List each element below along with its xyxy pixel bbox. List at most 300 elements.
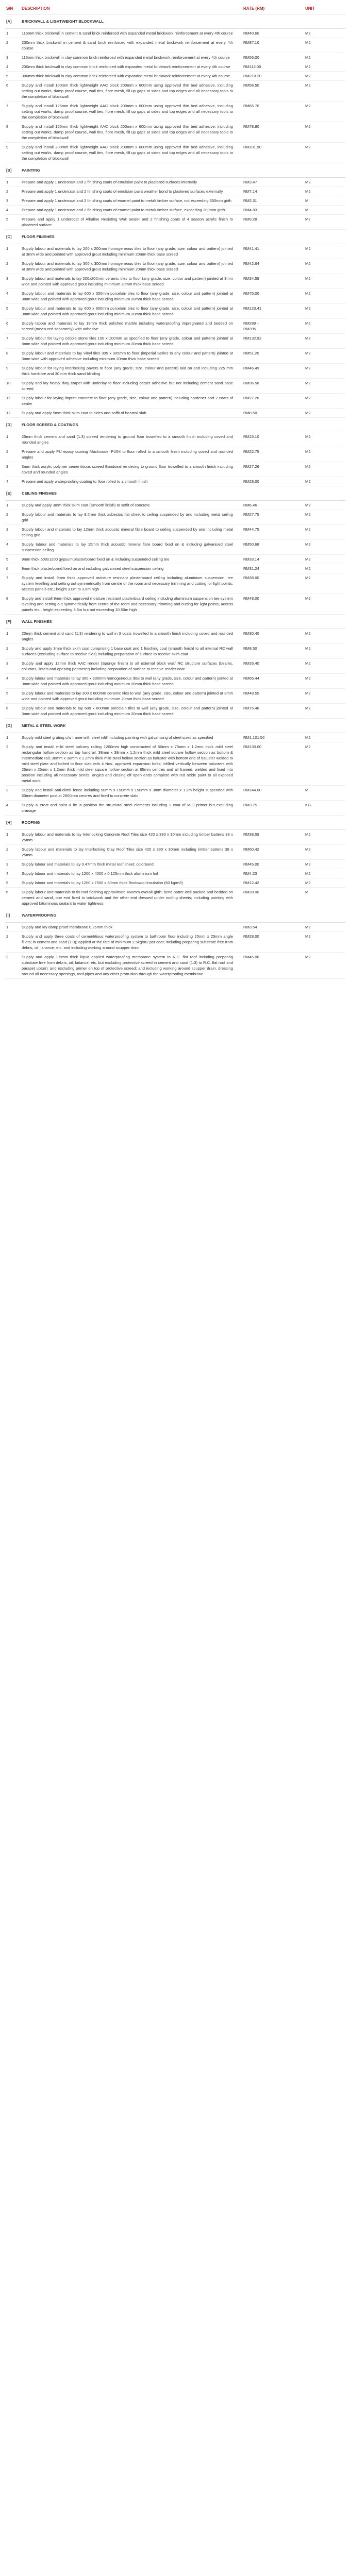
item-rate: RM130.00 <box>242 742 304 786</box>
item-number: 2 <box>5 447 21 462</box>
table-row <box>5 564 345 573</box>
item-rate: RM60.42 <box>242 845 304 860</box>
table-row <box>5 187 345 196</box>
item-number: 2 <box>5 742 21 786</box>
item-number: 5 <box>5 689 21 704</box>
item-rate: RM1,101.56 <box>242 733 304 742</box>
item-rate: RM28.00 <box>242 888 304 908</box>
item-unit: M2 <box>304 564 345 573</box>
item-description: 230mm thick brickwall in cement & sand brick reinforced with expanded metal brickwork reinforcement at every 4th course <box>21 38 242 53</box>
item-rate: RM27.75 <box>242 510 304 525</box>
item-description: 115mm thick brickwall in cement & sand brick reinforced with expanded metal brickwork reinforcement at every 4th course <box>21 29 242 38</box>
section-id: [G] <box>5 719 21 733</box>
item-rate: RM38.00 <box>242 573 304 594</box>
item-description: Prepare and apply 1 undercoat and 2 finishing coats of emulsion paint weather bond to plastered surfaces externally <box>21 187 242 196</box>
item-rate: RM48.00 <box>242 594 304 615</box>
table-row <box>5 38 345 53</box>
table-row <box>5 742 345 786</box>
table-row <box>5 447 345 462</box>
table-row <box>5 501 345 510</box>
item-number: 10 <box>5 379 21 394</box>
section-title: METAL & STEEL WORK <box>21 719 345 733</box>
item-description: Prepare and apply 1 undercoat and 2 finishing coats of enamel paint to metal/ timber surface, exceeding 300mm girth <box>21 206 242 215</box>
item-description: Supply and apply 5mm thick skim coat to sides and soffit of beams/ slab <box>21 409 242 418</box>
item-unit: M2 <box>304 594 345 615</box>
item-rate: RM26.40 <box>242 659 304 674</box>
item-rate: RM46.49 <box>242 364 304 379</box>
item-rate: RM210.20 <box>242 72 304 81</box>
table-row <box>5 594 345 615</box>
item-unit: M2 <box>304 432 345 447</box>
item-number: 1 <box>5 29 21 38</box>
section-id: [E] <box>5 486 21 501</box>
item-unit: M2 <box>304 143 345 163</box>
item-unit: M2 <box>304 187 345 196</box>
item-description: 25mm thick cement and sand (1:3) screed rendering to ground floor trowelled to a smooth finish including coved and rounded angles <box>21 432 242 447</box>
table-row <box>5 101 345 122</box>
item-number: 6 <box>5 81 21 101</box>
table-row <box>5 477 345 486</box>
item-unit: M2 <box>304 525 345 540</box>
item-number: 11 <box>5 394 21 409</box>
item-unit: M2 <box>304 215 345 230</box>
section-id: [F] <box>5 615 21 629</box>
item-unit: M <box>304 196 345 206</box>
table-row <box>5 304 345 319</box>
item-unit: M2 <box>304 689 345 704</box>
item-unit: M2 <box>304 274 345 289</box>
item-rate: RM96.58 <box>242 379 304 394</box>
item-unit: M2 <box>304 742 345 786</box>
item-description: 9mm thick 600x1200 gypsum plasterboard fixed on & including suspended ceiling tee <box>21 555 242 564</box>
table-row <box>5 274 345 289</box>
item-description: Supply and lay heavy duty carpet with underlay to floor including carpet adhesive but not including cement sand base screed <box>21 379 242 394</box>
item-unit: M2 <box>304 878 345 888</box>
item-description: 9mm thick plasterboard fixed on and including galvanised steel suspension ceiling <box>21 564 242 573</box>
section-id: [D] <box>5 418 21 432</box>
item-unit: M2 <box>304 830 345 845</box>
item-rate: RM144.00 <box>242 786 304 801</box>
item-number: 4 <box>5 206 21 215</box>
section-title: ROOFING <box>21 816 345 830</box>
table-row <box>5 196 345 206</box>
item-number: 1 <box>5 501 21 510</box>
section-row <box>5 418 345 432</box>
table-row <box>5 644 345 659</box>
table-row <box>5 349 345 364</box>
item-number: 2 <box>5 259 21 274</box>
item-rate: RM27.26 <box>242 394 304 409</box>
table-row <box>5 334 345 349</box>
item-number: 4 <box>5 62 21 72</box>
item-rate: RM75.00 <box>242 289 304 304</box>
table-row <box>5 932 345 953</box>
item-rate: RM31.24 <box>242 564 304 573</box>
item-description: 20mm thick cement and sand (1:3) rendering to wall in 3 coats trowelled to a smooth finish including coved and rounded angles <box>21 629 242 644</box>
table-row <box>5 122 345 143</box>
item-rate: RM3.47 <box>242 178 304 187</box>
item-rate: RM27.26 <box>242 462 304 477</box>
item-description: 115mm thick brickwall in clay common brick reinforced with expanded metal brickwork reinforcement at every 4th course <box>21 53 242 62</box>
item-rate: RM42.64 <box>242 259 304 274</box>
item-description: Supply and install anti-climb fence including 50mm x 150mm x 150mm x 3mm diameter x 1.2m height suspended with 60mm diameter post at 2600mm centres and fixed to concrete slab <box>21 786 242 801</box>
section-row <box>5 486 345 501</box>
item-number: 1 <box>5 923 21 932</box>
item-rate: RM58.50 <box>242 81 304 101</box>
item-description: Supply labour and materials to lay 300 x 600mm ceramic tiles to wall (any grade, size, colour and pattern) jointed at 3mm wide and pointed with approved grout including minimum 20mm thick base screed <box>21 689 242 704</box>
section-title: WATERPROOFING <box>21 908 345 923</box>
item-unit: M2 <box>304 953 345 979</box>
item-number: 4 <box>5 674 21 689</box>
item-rate: RM4.23 <box>242 869 304 878</box>
item-description: Supply and apply three coats of cementitious waterproofing system to bathroom floor including 25mm x 25mm angle fillets; in cement and sand (1:3); applied at the rate of minimum 2.5kg/m2 per coat; including preparing substrate free from debris, oil, laitance, etc. and including working around scupper drain <box>21 932 242 953</box>
item-number: 9 <box>5 364 21 379</box>
item-rate: RM40.60 <box>242 29 304 38</box>
section-id: [A] <box>5 14 21 29</box>
item-description: Supply and apply 12mm thick AAC render (Sponge finish) to all external block wall/ RC structure surfaces (beams, columns, lintels and opening perimeter) including preparation of surface to receive render coat <box>21 659 242 674</box>
item-number: 9 <box>5 143 21 163</box>
item-unit: M2 <box>304 244 345 259</box>
section-id: [C] <box>5 230 21 244</box>
item-description: Prepare and apply waterproofing coating to floor rolled to a smooth finish <box>21 477 242 486</box>
item-description: Supply labour and materials to lay 300 x 300mm homogeneous tiles to floor (any grade, size, colour and pattern) jointed at 3mm wide and pointed with approved grout including minimum 20mm thick base screed <box>21 259 242 274</box>
item-unit: M2 <box>304 394 345 409</box>
item-rate: RM45.00 <box>242 860 304 869</box>
item-unit: M2 <box>304 334 345 349</box>
table-row <box>5 81 345 101</box>
column-header-rate: RATE (RM) <box>242 4 304 14</box>
table-row <box>5 786 345 801</box>
section-id: [B] <box>5 163 21 178</box>
item-number: 4 <box>5 869 21 878</box>
item-description: Supply labour and materials to lay 18mm thick polished marble including waterproofing impregnated and bedded on screed (measured separately) with adhesive <box>21 319 242 334</box>
table-row <box>5 178 345 187</box>
table-row <box>5 259 345 274</box>
item-description: Supply labour and materials to lay 9.2mm thick asbestos flat sheet to ceiling suspended by and including metal ceiling grid <box>21 510 242 525</box>
item-description: Supply and install 100mm thick lightweight AAC block 200mm x 600mm using approved thin bed adhesive, including setting out works, damp proof course, wall ties, fibre mesh, fill up gaps at sides and top edges and all necessary tools to the completion of blockwall <box>21 81 242 101</box>
item-unit: M2 <box>304 72 345 81</box>
item-rate: RM33.14 <box>242 555 304 564</box>
item-rate: RM78.80 <box>242 122 304 143</box>
item-rate: RM132.92 <box>242 334 304 349</box>
item-description: 300mm thick brickwall in clay common brick reinforced with expanded metal brickwork reinforcement at every 4th course <box>21 72 242 81</box>
table-row <box>5 860 345 869</box>
table-row <box>5 215 345 230</box>
item-number: 8 <box>5 594 21 615</box>
table-row <box>5 319 345 334</box>
table-row <box>5 573 345 594</box>
item-rate: RM41.41 <box>242 244 304 259</box>
item-description: Supply & erect and hoist & fix in position the structural steel elements including 1 coat of MIO primer but excluding cranage <box>21 801 242 816</box>
item-number: 5 <box>5 72 21 81</box>
item-rate: RM8.50 <box>242 409 304 418</box>
item-rate: RM3.54 <box>242 923 304 932</box>
item-rate: RM123.41 <box>242 304 304 319</box>
item-description: Supply and install 150mm thick lightweight AAC block 200mm x 600mm using approved thin bed adhesive, including setting out works, damp proof course, wall ties, fibre mesh, fill up gaps at sides and top edges and all necessary tools to the completion of blockwall <box>21 122 242 143</box>
rate-table <box>5 4 345 979</box>
item-unit: M2 <box>304 845 345 860</box>
item-description: Supply labour and materials to lay 1200 x 7500 x 50mm thick Rockwool insulation (60 kg/m3) <box>21 878 242 888</box>
item-unit: M <box>304 888 345 908</box>
item-description: Supply labour and materials to lay 200x200mm ceramic tiles to floor (any grade, size, colour and pattern) jointed at 3mm wide and pointed with approved grout including minimum 20mm thick base screed <box>21 274 242 289</box>
item-description: Supply and apply 1.5mm thick liquid applied waterproofing membrane system to R.C. flat roof including preparing substrate free from debris, oil, laitance, etc. but excluding protective screed in cement and sand (1:3) to R.C. flat roof and parapet upturn; and excluding primer on top of protective screed; and including working around scupper drain, dressing around all necessary openings, roof pipes and any other protrusion through the waterproofing membrane <box>21 953 242 979</box>
item-rate: RM22.75 <box>242 447 304 462</box>
item-number: 1 <box>5 733 21 742</box>
item-description: 3mm thick acrylic polymer cementitious screed Bondseal rendering to ground floor trowelled to a smooth finish including coved and rounded angles <box>21 462 242 477</box>
table-row <box>5 432 345 447</box>
item-unit: M2 <box>304 462 345 477</box>
item-description: Supply and install 125mm thick lightweight AAC block 200mm x 600mm using approved thin bed adhesive, including setting out works, damp proof course, wall ties, fibre mesh, fill up gaps at sides and top edges and all necessary tools to the completion of blockwall <box>21 101 242 122</box>
item-rate: RM7.14 <box>242 187 304 196</box>
item-unit: M2 <box>304 447 345 462</box>
item-unit: M2 <box>304 53 345 62</box>
item-description: Supply and apply 3mm thick skim coat (Smooth finish) to soffit of concrete <box>21 501 242 510</box>
item-description: Supply labour and materials to lay 600 x 600mm porcelain tiles to floor (any grade, size, colour and pattern) jointed at 3mm wide and pointed with approved grout including minimum 20mm thick base screed <box>21 304 242 319</box>
item-unit: M2 <box>304 510 345 525</box>
item-description: Supply labour and materials to lay 600 x 600mm porcelain tiles to wall (any grade, size, colour and pattern) jointed at 3mm wide and pointed with approved grout including minimum 20mm thick base screed <box>21 704 242 719</box>
item-description: Prepare and apply 1 undercoat and 2 finishing coats of enamel paint to metal/ timber surface, not exceeding 300mm girth <box>21 196 242 206</box>
item-unit: M2 <box>304 932 345 953</box>
table-row <box>5 878 345 888</box>
item-description: Supply labour and materials to fix roof flashing approximate 450mm overall girth; bend batter well packed and bedded on cement and sand, one end fixed to brickwork and the other end dressed under roofing sheets; including pointing with approved bituminous sealant to water tightness <box>21 888 242 908</box>
item-number: 6 <box>5 319 21 334</box>
item-unit: M2 <box>304 629 345 644</box>
item-unit: M2 <box>304 81 345 101</box>
item-number: 1 <box>5 432 21 447</box>
item-number: 1 <box>5 629 21 644</box>
item-rate: RM3.75 <box>242 801 304 816</box>
table-row <box>5 72 345 81</box>
table-row <box>5 525 345 540</box>
item-unit: M2 <box>304 364 345 379</box>
section-id: [I] <box>5 908 21 923</box>
item-rate: RM75.46 <box>242 704 304 719</box>
item-unit: M2 <box>304 659 345 674</box>
table-row <box>5 364 345 379</box>
item-unit: M2 <box>304 289 345 304</box>
item-number: 4 <box>5 801 21 816</box>
item-number: 5 <box>5 304 21 319</box>
item-rate: RM101.90 <box>242 143 304 163</box>
item-unit: M2 <box>304 62 345 72</box>
item-unit: M2 <box>304 540 345 555</box>
table-row <box>5 733 345 742</box>
rate-table-body <box>5 14 345 979</box>
item-number: 5 <box>5 555 21 564</box>
item-unit: M2 <box>304 555 345 564</box>
item-unit: M2 <box>304 409 345 418</box>
table-row <box>5 830 345 845</box>
item-rate: RM51.20 <box>242 349 304 364</box>
item-description: Supply labour for laying imprint concrete to floor (any grade, size, colour and pattern) including hardener and 2 coats of sealer <box>21 394 242 409</box>
table-row <box>5 379 345 394</box>
item-number: 2 <box>5 187 21 196</box>
item-number: 2 <box>5 510 21 525</box>
item-number: 1 <box>5 830 21 845</box>
item-rate: RM28.00 <box>242 477 304 486</box>
item-rate: RM6.46 <box>242 501 304 510</box>
item-number: 3 <box>5 53 21 62</box>
item-number: 5 <box>5 878 21 888</box>
item-rate: RM30.40 <box>242 629 304 644</box>
item-unit: M2 <box>304 122 345 143</box>
item-description: Supply and lay damp proof membrane 0.25mm thick <box>21 923 242 932</box>
item-description: Supply mild steel grating c/w frame with steel infill including painting with galvanising of steel sizes as specified <box>21 733 242 742</box>
section-title: WALL FINISHES <box>21 615 345 629</box>
item-unit: M2 <box>304 644 345 659</box>
item-number: 8 <box>5 349 21 364</box>
table-row <box>5 953 345 979</box>
item-unit: M2 <box>304 501 345 510</box>
table-row <box>5 674 345 689</box>
item-unit: M2 <box>304 304 345 319</box>
item-number: 1 <box>5 178 21 187</box>
item-number: 4 <box>5 289 21 304</box>
table-row <box>5 244 345 259</box>
item-description: Supply labour and materials to lay 0.47mm thick metal roof sheet; colorbond <box>21 860 242 869</box>
table-row <box>5 510 345 525</box>
item-unit: M2 <box>304 178 345 187</box>
item-rate: RM15.10 <box>242 432 304 447</box>
item-unit: M2 <box>304 29 345 38</box>
item-description: Supply and install 9mm thick approved moisture resistant plasterboard ceiling including aluminium suspension tee system levelling and setting out symmetrically from centre of the room and necessary trimming and cutting for light points, access panels etc.; height exceeding 3.6m but not exceeding 10.50m high <box>21 594 242 615</box>
item-number: 6 <box>5 888 21 908</box>
section-title: CEILING FINISHES <box>21 486 345 501</box>
item-description: Supply and install 9mm thick approved moisture resistant plasterboard ceiling including aluminium suspension; tee system levelling and setting out symmetrically from centre of the room and necessary trimming and cutting for light points, access panels etc.; height 3.0m to 3.6m high <box>21 573 242 594</box>
section-row <box>5 816 345 830</box>
section-title: FLOOR SCREED & COATINGS <box>21 418 345 432</box>
item-rate: RM44.75 <box>242 525 304 540</box>
table-row <box>5 689 345 704</box>
item-unit: M2 <box>304 573 345 594</box>
item-rate: RM12.42 <box>242 878 304 888</box>
item-rate: RM48.55 <box>242 689 304 704</box>
column-header-sn: S/N <box>5 4 21 14</box>
item-rate: RM56.00 <box>242 53 304 62</box>
item-description: 230mm thick brickwall in clay common brick reinforced with expanded metal brickwork reinforcement at every 4th course <box>21 62 242 72</box>
item-description: Prepare and apply 1 undercoat and 2 finishing coats of emulsion paint to plastered surfaces internally <box>21 178 242 187</box>
item-description: Supply labour and materials to lay Interlocking Concrete Roof Tiles size 420 x 330 x 30mm including timber battens 38 x 25mm <box>21 830 242 845</box>
table-row <box>5 289 345 304</box>
item-rate: RM8.50 <box>242 644 304 659</box>
item-number: 4 <box>5 477 21 486</box>
table-row <box>5 62 345 72</box>
item-rate: RM45.00 <box>242 953 304 979</box>
item-number: 7 <box>5 101 21 122</box>
item-rate: RM28.00 <box>242 932 304 953</box>
item-description: Supply and install mild steel balcony railing 1200mm high constructed of 50mm x 75mm x 1.2mm thick mild steel rectangular hollow section as top handrail; 38mm x 38mm x 1.2mm thick mild steel square hollow section as bottom & intermediate rail; 38mm x 38mm x 1.2mm thick mild steel hollow section as baluster with bottom end of baluster welded to mild steel plate and bolted to floor slab with 4 Nos. approved expansion bolts; infilled vertically between balusters with 25mm x 25mm x 1.2mm thick mild steel square hollow section at 85mm centres and all framed, welded and fixed into position including all necessary bends, angles and closing off open ends complete with red oxide paint to all exposed metal work <box>21 742 242 786</box>
item-description: Supply labour and materials to lay Vinyl tiles 305 x 305mm to floor (imperial Series to any colour and pattern) jointed at 3mm wide with approved adhesive including minimum 20mm thick base screed <box>21 349 242 364</box>
table-row <box>5 409 345 418</box>
item-unit: M2 <box>304 733 345 742</box>
item-description: Supply and install 200mm thick lightweight AAC block 200mm x 600mm using approved thin bed adhesive, including setting out works, damp proof course, wall ties, fibre mesh, fill up gaps at sides and top edges and all necessary tools to the completion of blockwall <box>21 143 242 163</box>
table-row <box>5 629 345 644</box>
table-row <box>5 659 345 674</box>
item-unit: M2 <box>304 869 345 878</box>
section-title: PAINTING <box>21 163 345 178</box>
item-number: 2 <box>5 845 21 860</box>
item-number: 2 <box>5 644 21 659</box>
table-row <box>5 845 345 860</box>
item-number: 7 <box>5 334 21 349</box>
section-title: BRICKWALL & LIGHTWEIGHT BLOCKWALL <box>21 14 345 29</box>
item-rate: RM4.83 <box>242 206 304 215</box>
item-description: Supply labour and materials to lay 600 x 300mm porcelain tiles to floor (any grade, size, colour and pattern) jointed at 3mm wide and pointed with approved grout including minimum 20mm thick base screed <box>21 289 242 304</box>
item-number: 3 <box>5 196 21 206</box>
item-number: 7 <box>5 573 21 594</box>
item-unit: M2 <box>304 349 345 364</box>
table-row <box>5 923 345 932</box>
item-number: 8 <box>5 122 21 143</box>
item-unit: M2 <box>304 319 345 334</box>
item-number: 3 <box>5 462 21 477</box>
item-number: 3 <box>5 525 21 540</box>
item-number: 6 <box>5 704 21 719</box>
item-unit: M2 <box>304 923 345 932</box>
table-row <box>5 394 345 409</box>
item-number: 6 <box>5 564 21 573</box>
item-unit: M <box>304 786 345 801</box>
table-row <box>5 888 345 908</box>
table-row <box>5 869 345 878</box>
section-row <box>5 908 345 923</box>
item-description: Supply labour and materials to lay 200 x 200mm homogeneous tiles to floor (any grade, size, colour and pattern) jointed at 3mm wide and pointed with approved grout including minimum 20mm thick base screed <box>21 244 242 259</box>
item-rate: RM38.59 <box>242 830 304 845</box>
item-description: Supply labour and materials to lay 1200 x 4000 x 0.125mm thick aluminium foil <box>21 869 242 878</box>
item-unit: KG <box>304 801 345 816</box>
item-description: Supply labour for laying interlocking pavers to floor (any grade, size, colour and pattern) laid on and including 225 mm thick hardcore and 30 mm thick sand blinding <box>21 364 242 379</box>
item-number: 2 <box>5 932 21 953</box>
item-number: 3 <box>5 786 21 801</box>
table-row <box>5 801 345 816</box>
item-number: 3 <box>5 274 21 289</box>
table-row <box>5 704 345 719</box>
section-id: [H] <box>5 816 21 830</box>
section-row <box>5 719 345 733</box>
section-row <box>5 14 345 29</box>
table-row <box>5 143 345 163</box>
item-rate: RM9.28 <box>242 215 304 230</box>
item-rate: RM112.00 <box>242 62 304 72</box>
item-unit: M2 <box>304 704 345 719</box>
item-description: Supply labour and materials to lay 15mm thick acoustic mineral fibre board fixed on & including galvanised steel suspension ceiling <box>21 540 242 555</box>
item-number: 2 <box>5 38 21 53</box>
column-header-description: DESCRIPTION <box>21 4 242 14</box>
item-description: Supply labour and materials to lay Interlocking Clay Roof Tiles size 420 x 330 x 30mm including timber battens 38 x 25mm <box>21 845 242 860</box>
item-unit: M2 <box>304 379 345 394</box>
section-title: FLOOR FINISHES <box>21 230 345 244</box>
item-rate: RM65.70 <box>242 101 304 122</box>
item-description: Prepare and apply 1 undercoat of Alkaline Resisting Wall Sealer and 2 finishing coats of 4 season acrylic finish to plastered surface <box>21 215 242 230</box>
item-description: Supply and apply 3mm thick skim coat comprising 1 base coat and 1 finishing coat (smooth finish) to all internal RC wall surfaces (excluding surface to receive tiles) including preparation of surface to receive skim coat <box>21 644 242 659</box>
item-number: 4 <box>5 540 21 555</box>
item-description: Supply labour and materials to lay 300 x 300mm homogeneous tiles to wall (any grade, size, colour and pattern) jointed at 3mm wide and pointed with approved grout including minimum 20mm thick base screed <box>21 674 242 689</box>
item-unit: M2 <box>304 259 345 274</box>
table-row <box>5 555 345 564</box>
item-number: 3 <box>5 659 21 674</box>
table-row <box>5 462 345 477</box>
item-number: 3 <box>5 953 21 979</box>
item-description: Prepare and apply PU epoxy coating Mackinodel PU54 to floor rolled to a smooth finish including coved and rounded angles <box>21 447 242 462</box>
table-row <box>5 540 345 555</box>
column-header-unit: UNIT <box>304 4 345 14</box>
item-unit: M <box>304 206 345 215</box>
item-unit: M2 <box>304 674 345 689</box>
section-row <box>5 615 345 629</box>
section-row <box>5 163 345 178</box>
item-unit: M2 <box>304 38 345 53</box>
item-description: Supply labour for laying cobble stone tiles 100 x 100mm as specified to floor (any grade, colour and pattern) jointed at 8mm wide and pointed with approved grout including minimum 20mm thick base screed <box>21 334 242 349</box>
